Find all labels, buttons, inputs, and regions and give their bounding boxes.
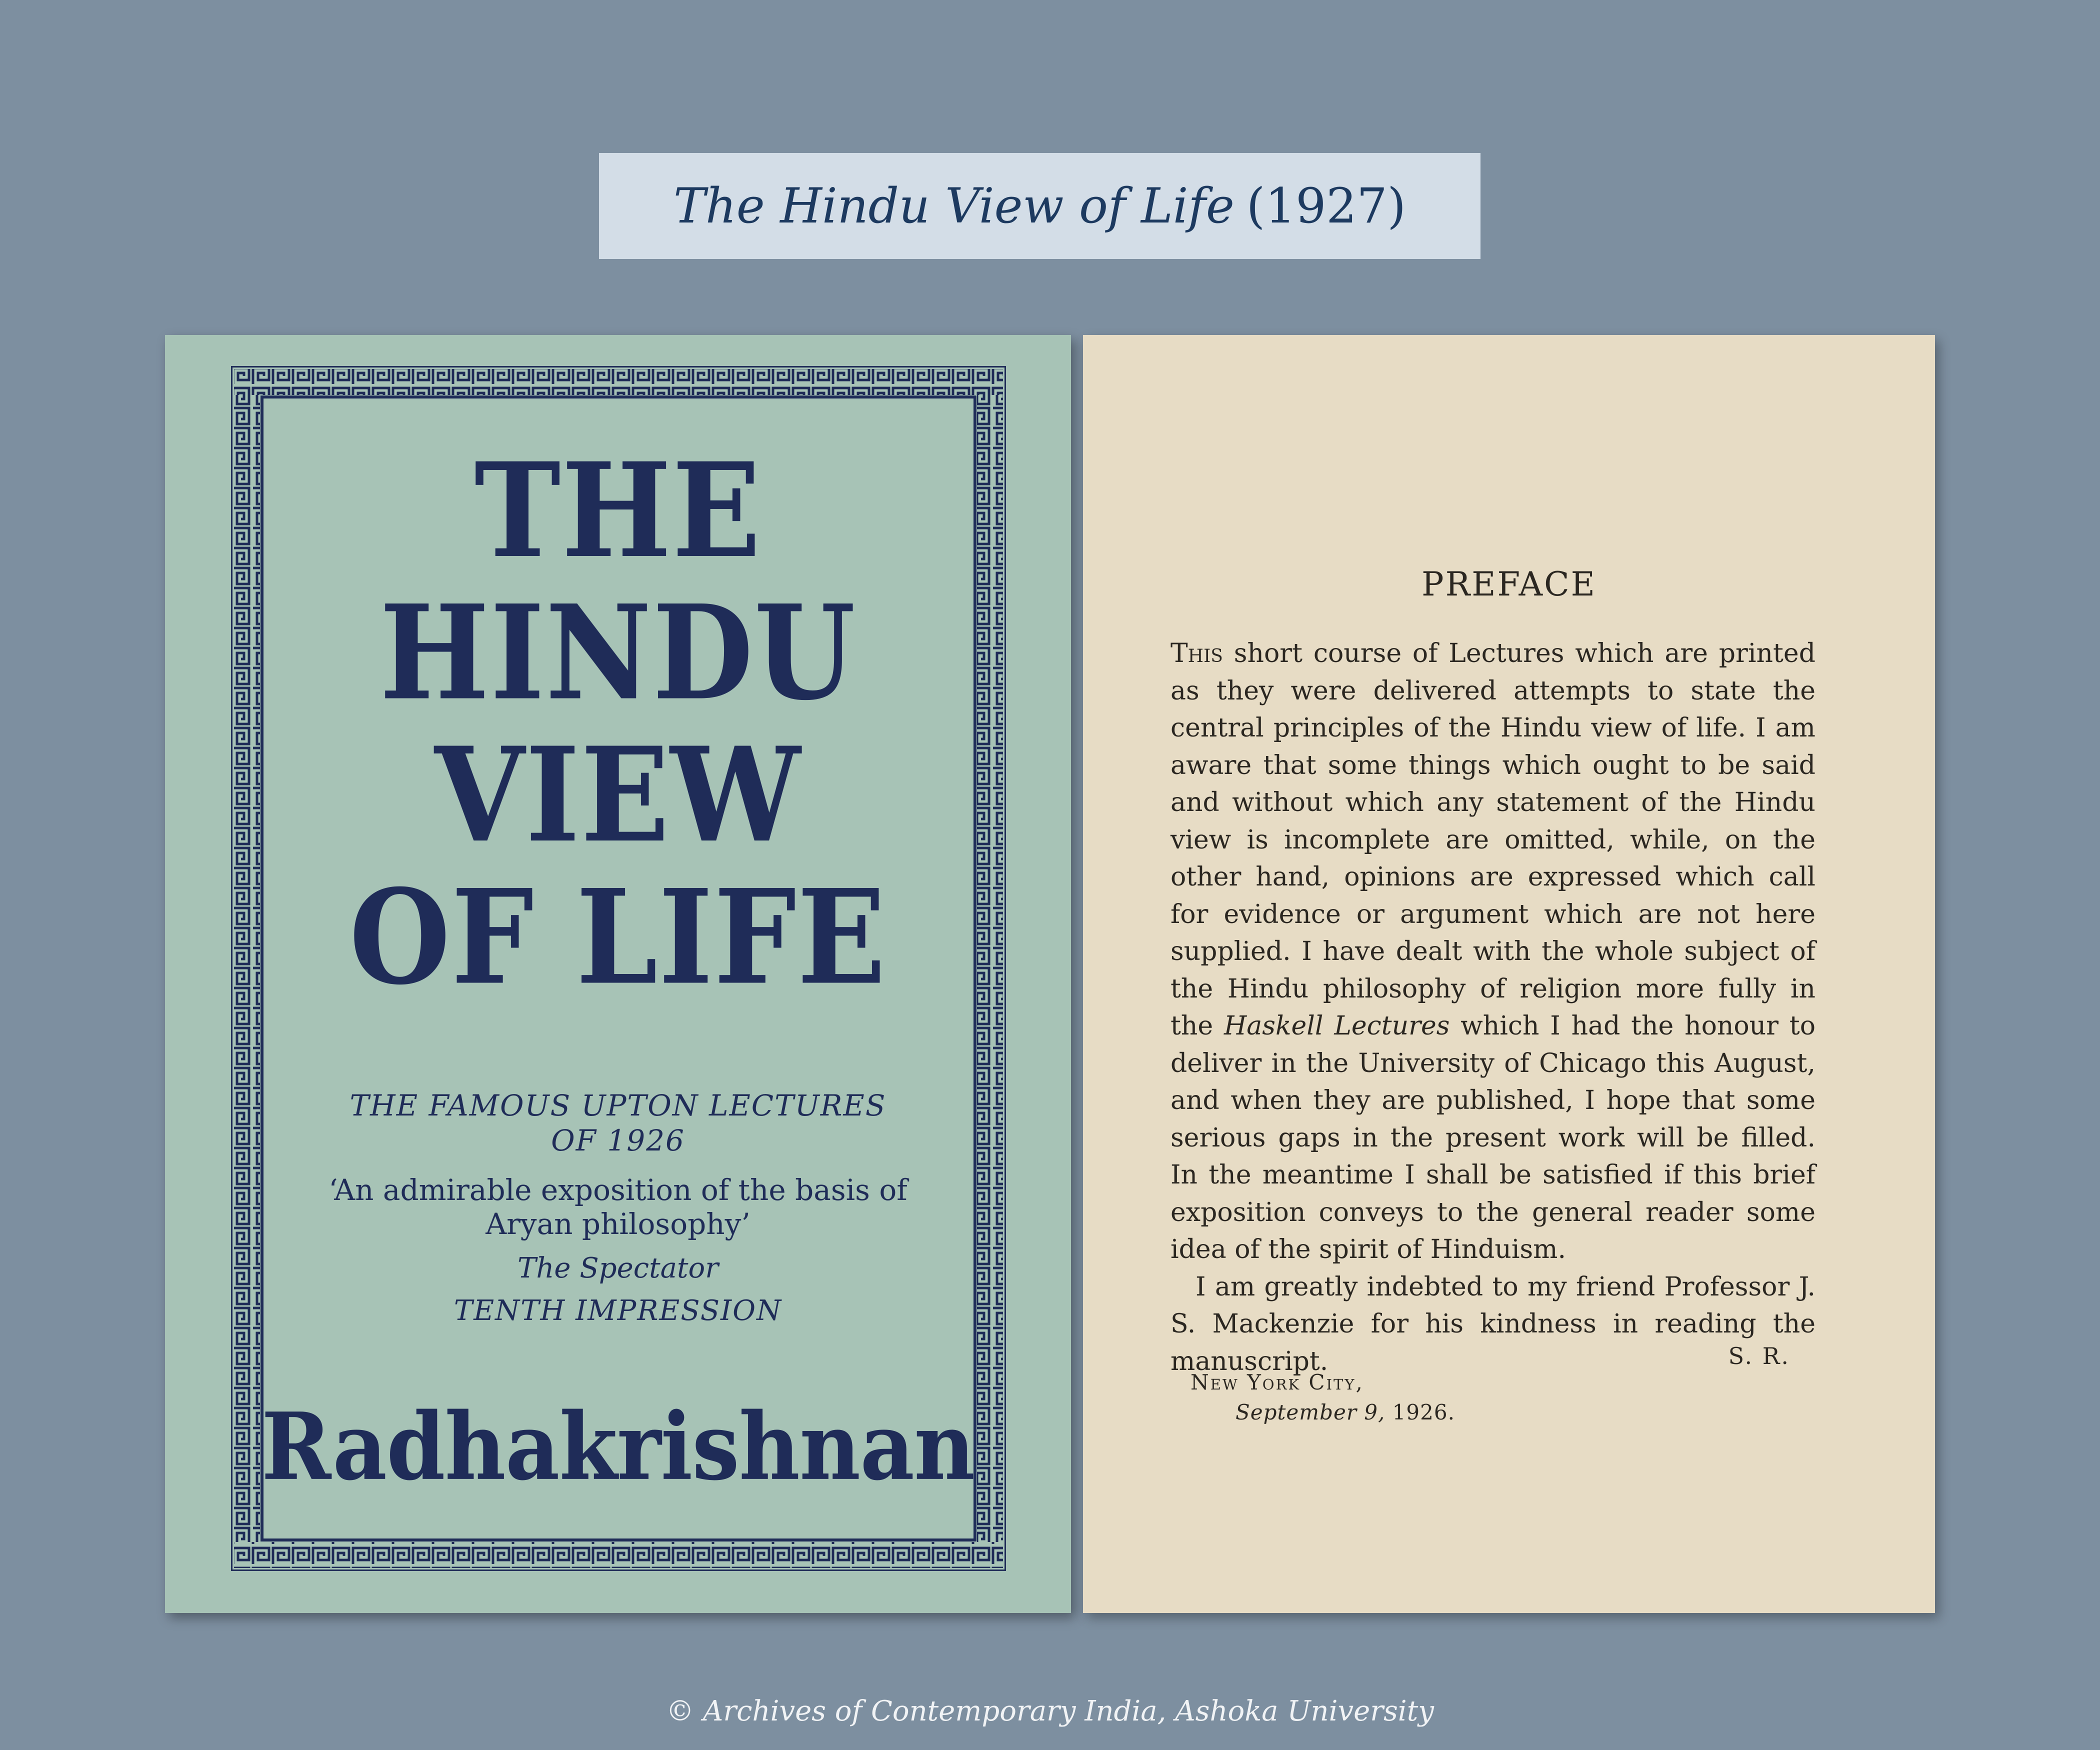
preface-lead-word: This — [1170, 638, 1223, 668]
banner-title: The Hindu View of Life — [674, 178, 1234, 234]
preface-body — [1170, 635, 1816, 1380]
preface-paragraph: I am greatly indebted to my friend Professor J. S. Mackenzie for his kindness in reading the manuscript. — [1170, 1272, 1816, 1376]
preface-text: short course of Lectures which are printed as they were delivered attempts to state the central principles of the Hindu view of life. I am aware that some things which ought to be said and without which any statement of the Hindu view is incomplete are omitted, while, on the other hand, opinions are expressed which call for evidence or argument which are not here supplied. I have dealt with the whole subject of the Hindu philosophy of religion more fully in the — [1170, 638, 1816, 1041]
footer-credit: © Archives of Contemporary India, Ashoka University — [666, 1695, 1434, 1728]
cover-quote-line: ‘An admirable exposition of the basis of — [328, 1173, 908, 1207]
preface-initials: S. R. — [1728, 1342, 1790, 1370]
cover-subtitle-line: THE FAMOUS UPTON LECTURES — [350, 1088, 886, 1122]
preface-text: which I had the honour to deliver in the University of Chicago this August, and when they are published, I hope that some serious gaps in the present work will be filled. In the meantime I shall be satisfied if this brief exposition conveys to the general reader some idea of the spirit of Hinduism. — [1170, 1011, 1816, 1264]
cover-subtitle-line: OF 1926 — [551, 1124, 685, 1158]
preface-paragraph — [1170, 635, 1816, 1268]
cover-subtitle — [245, 1088, 991, 1158]
preface-italic-text: Haskell Lectures — [1224, 1011, 1450, 1041]
preface-date — [1236, 1400, 1455, 1424]
preface-place: New York City, — [1190, 1370, 1364, 1394]
cover-title — [245, 434, 991, 1014]
book-cover — [165, 335, 1071, 1613]
cover-title-line: OF LIFE — [349, 860, 887, 1014]
title-banner — [599, 153, 1480, 259]
cover-title-line: THE HINDU — [380, 434, 856, 730]
cover-quote-line: Aryan philosophy’ — [486, 1207, 750, 1241]
preface-date-month: September 9, — [1236, 1400, 1386, 1424]
preface-date-year: 1926. — [1385, 1400, 1455, 1424]
cover-author: Radhakrishnan — [261, 1392, 975, 1501]
preface-page — [1083, 335, 1935, 1613]
preface-heading: PREFACE — [1422, 565, 1596, 604]
cover-impression: TENTH IMPRESSION — [454, 1294, 782, 1327]
cover-title-line: VIEW — [434, 718, 802, 872]
banner-year: (1927) — [1246, 178, 1406, 234]
cover-text — [245, 385, 991, 1550]
cover-quote — [245, 1173, 991, 1241]
cover-quote-source: The Spectator — [518, 1252, 718, 1284]
